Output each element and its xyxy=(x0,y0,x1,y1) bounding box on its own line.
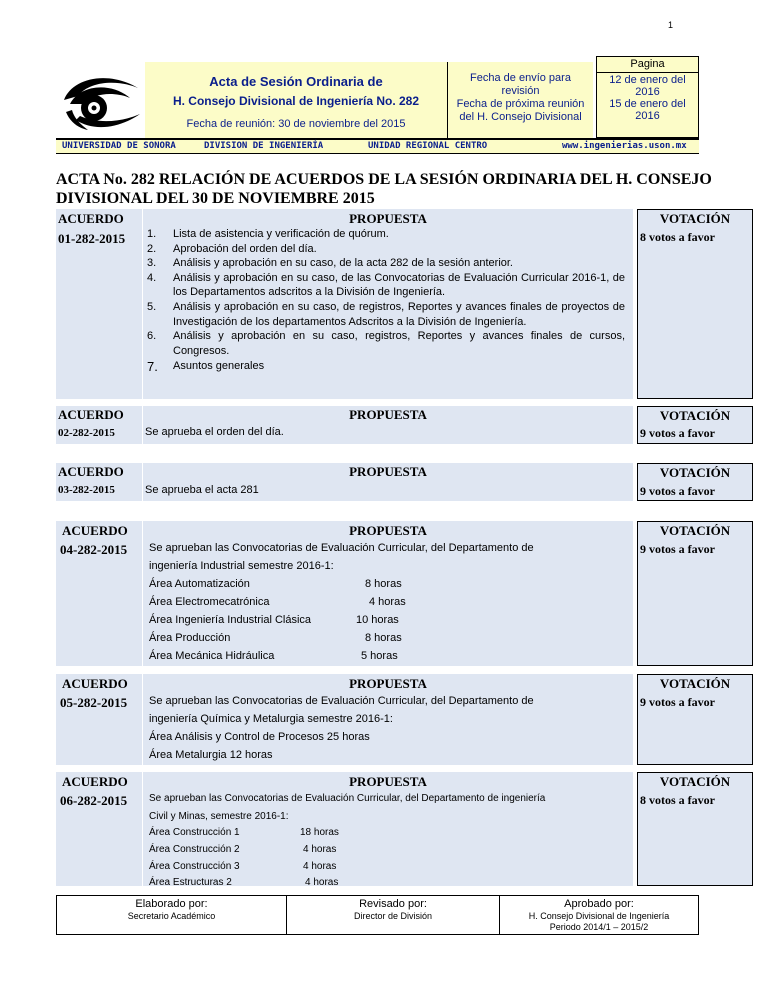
agenda-list xyxy=(143,227,625,375)
propuesta-cell xyxy=(143,674,633,765)
next-meeting-label-1: Fecha de próxima reunión xyxy=(456,98,585,110)
signature-title: Elaborado por: xyxy=(135,898,208,910)
signature-prepared xyxy=(57,896,287,934)
agenda-item: 1. Lista de asistencia y verificación de quórum. xyxy=(147,228,389,240)
propuesta-cell xyxy=(143,521,633,666)
signature-table xyxy=(56,895,699,935)
acuerdo-block-1 xyxy=(56,209,731,399)
votacion-label: VOTACIÓN xyxy=(659,465,731,480)
acuerdo-block-3 xyxy=(56,463,731,501)
acuerdo-block-6 xyxy=(56,772,731,888)
page-label: Pagina xyxy=(597,57,698,73)
agenda-item: 4. Análisis y aprobación en su caso, de las Convocatorias de Evaluación Curricular 2016-1, de los Departamentos adscritos a la División de Ingeniería. xyxy=(147,271,625,299)
acuerdo-label: ACUERDO xyxy=(58,211,124,226)
document-title: Acta de Sesión Ordinaria de xyxy=(209,74,383,89)
votacion-label: VOTACIÓN xyxy=(659,408,731,423)
votes-value: 8 votos a favor xyxy=(640,793,715,807)
university-name: UNIVERSIDAD DE SONORA xyxy=(62,141,176,151)
signature-role: H. Consejo Divisional de Ingeniería xyxy=(528,911,670,921)
area-name: Área Análisis y Control de Procesos 25 horas xyxy=(149,731,370,743)
page-title-line-1: ACTA No. 282 RELACIÓN DE ACUERDOS DE LA SESIÓN ORDINARIA DEL H. CONSEJO xyxy=(56,171,712,188)
propuesta-intro-2: Civil y Minas, semestre 2016-1: xyxy=(149,811,289,822)
university-logo-icon xyxy=(60,70,144,134)
signature-title: Aprobado por: xyxy=(564,898,634,910)
acuerdo-code: 03-282-2015 xyxy=(58,484,115,496)
area-name: Área Estructuras 2 xyxy=(149,877,232,888)
votacion-label: VOTACIÓN xyxy=(659,774,731,789)
area-name: Área Producción xyxy=(149,632,231,644)
propuesta-text: Se aprueba el acta 281 xyxy=(145,484,259,496)
propuesta-cell xyxy=(143,772,633,886)
area-name: Área Construcción 2 xyxy=(149,844,240,855)
area-hours: 10 horas xyxy=(356,614,399,626)
next-date-value-1: 15 de enero del xyxy=(609,98,686,110)
next-meeting-label-2: del H. Consejo Divisional xyxy=(459,111,582,123)
acuerdo-block-5 xyxy=(56,674,731,765)
area-hours: 18 horas xyxy=(300,827,339,838)
agenda-item: 2. Aprobación del orden del día. xyxy=(147,242,317,255)
propuesta-intro-1: Se aprueban las Convocatorias de Evaluación Curricular, del Departamento de xyxy=(149,695,534,707)
send-date-label-1: Fecha de envío para xyxy=(470,72,571,84)
agenda-item: 3. Análisis y aprobación en su caso, de la acta 282 de la sesión anterior. xyxy=(147,257,513,270)
send-date-label-2: revisión xyxy=(501,85,540,97)
votacion-cell xyxy=(637,521,753,666)
acuerdo-block-2 xyxy=(56,406,731,444)
acuerdo-block-4 xyxy=(56,521,731,666)
propuesta-label: PROPUESTA xyxy=(349,676,427,691)
area-name: Área Automatización xyxy=(149,578,250,590)
area-name: Área Construcción 3 xyxy=(149,861,240,872)
propuesta-intro-1: Se aprueban las Convocatorias de Evaluación Curricular, del Departamento de ingeniería xyxy=(149,793,546,804)
acuerdo-code: 05-282-2015 xyxy=(60,695,128,710)
area-name: Área Ingeniería Industrial Clásica xyxy=(149,614,312,626)
signature-approved xyxy=(500,896,698,934)
area-hours: 4 horas xyxy=(369,596,406,608)
propuesta-cell xyxy=(143,406,633,444)
area-hours: 4 horas xyxy=(305,877,339,888)
propuesta-text: Se aprueba el orden del día. xyxy=(145,426,284,438)
propuesta-label: PROPUESTA xyxy=(349,464,427,479)
area-hours: 8 horas xyxy=(365,632,402,644)
acuerdo-cell xyxy=(56,406,142,444)
acuerdo-code: 04-282-2015 xyxy=(60,542,128,557)
votes-value: 9 votos a favor xyxy=(640,484,715,498)
propuesta-cell xyxy=(143,209,633,399)
page-number: 1 xyxy=(668,20,674,30)
area-hours: 4 horas xyxy=(303,844,337,855)
acuerdo-label: ACUERDO xyxy=(62,523,128,538)
votacion-label: VOTACIÓN xyxy=(659,676,731,691)
votacion-cell xyxy=(637,209,753,399)
votacion-cell xyxy=(637,406,753,444)
signature-period: Periodo 2014/1 – 2015/2 xyxy=(549,922,649,932)
propuesta-intro-2: ingeniería Química y Metalurgia semestre 2016-1: xyxy=(149,713,393,725)
acuerdo-label: ACUERDO xyxy=(58,464,124,479)
header-title-box xyxy=(145,62,447,138)
propuesta-cell xyxy=(143,463,633,501)
acuerdo-cell xyxy=(56,209,142,399)
propuesta-intro-2: ingeniería Industrial semestre 2016-1: xyxy=(149,560,334,572)
council-name: H. Consejo Divisional de Ingeniería No. 282 xyxy=(172,94,420,108)
area-name: Área Electromecatrónica xyxy=(149,596,270,608)
signature-role: Director de División xyxy=(353,911,433,921)
area-name: Área Construcción 1 xyxy=(149,827,240,838)
page-title xyxy=(56,170,716,208)
acuerdo-code: 02-282-2015 xyxy=(58,427,115,439)
acuerdo-cell xyxy=(56,772,142,886)
signature-title: Revisado por: xyxy=(359,898,427,910)
votes-value: 9 votos a favor xyxy=(640,426,715,440)
propuesta-intro-1: Se aprueban las Convocatorias de Evaluación Curricular, del Departamento de xyxy=(149,542,534,554)
next-date-value-2: 2016 xyxy=(635,110,660,122)
website-link[interactable]: www.ingenierias.uson.mx xyxy=(562,141,687,151)
propuesta-label: PROPUESTA xyxy=(349,407,427,422)
unit-name: UNIDAD REGIONAL CENTRO xyxy=(368,141,488,151)
votes-value: 9 votos a favor xyxy=(640,695,715,709)
area-hours: 8 horas xyxy=(365,578,402,590)
acuerdo-code: 01-282-2015 xyxy=(58,231,126,246)
votacion-label: VOTACIÓN xyxy=(659,523,731,538)
acuerdo-label: ACUERDO xyxy=(62,774,128,789)
agenda-item: 5. Análisis y aprobación en su caso, de registros, Reportes y avances finales de proyectos de Investigación de los departamentos Adscritos a la División de Ingeniería. xyxy=(147,300,625,328)
institution-bar xyxy=(56,140,699,154)
votacion-cell xyxy=(637,674,753,765)
signature-reviewed xyxy=(287,896,500,934)
votacion-cell xyxy=(637,463,753,501)
propuesta-label: PROPUESTA xyxy=(349,211,427,226)
propuesta-label: PROPUESTA xyxy=(349,774,427,789)
acuerdo-cell xyxy=(56,521,142,666)
area-name: Área Metalurgia 12 horas xyxy=(149,749,273,761)
acuerdo-label: ACUERDO xyxy=(62,676,128,691)
votacion-cell xyxy=(637,772,753,886)
acuerdo-code: 06-282-2015 xyxy=(60,793,128,808)
signature-role: Secretario Académico xyxy=(127,911,216,921)
header-dates-values xyxy=(596,56,699,138)
votes-value: 9 votos a favor xyxy=(640,542,715,556)
acuerdo-cell xyxy=(56,674,142,765)
area-hours: 4 horas xyxy=(303,861,337,872)
agenda-item: 7. Asuntos generales xyxy=(147,359,265,375)
area-name: Área Mecánica Hidráulica xyxy=(149,650,275,662)
votes-value: 8 votos a favor xyxy=(640,230,715,244)
send-date-value-2: 2016 xyxy=(635,86,660,98)
agenda-item: 6. Análisis y aprobación en su caso, registros, Reportes y avances finales de cursos, Congresos. xyxy=(147,330,625,357)
meeting-date: Fecha de reunión: 30 de noviembre del 2015 xyxy=(186,118,406,130)
send-date-value-1: 12 de enero del xyxy=(609,74,686,86)
acuerdo-cell xyxy=(56,463,142,501)
page-title-line-2: DIVISIONAL DEL 30 DE NOVIEMBRE 2015 xyxy=(56,190,375,207)
acuerdo-label: ACUERDO xyxy=(58,407,124,422)
propuesta-label: PROPUESTA xyxy=(349,523,427,538)
header-dates-labels xyxy=(447,62,593,138)
area-hours: 5 horas xyxy=(361,650,398,662)
votacion-label: VOTACIÓN xyxy=(659,211,731,226)
division-name: DIVISION DE INGENIERÍA xyxy=(204,141,324,151)
